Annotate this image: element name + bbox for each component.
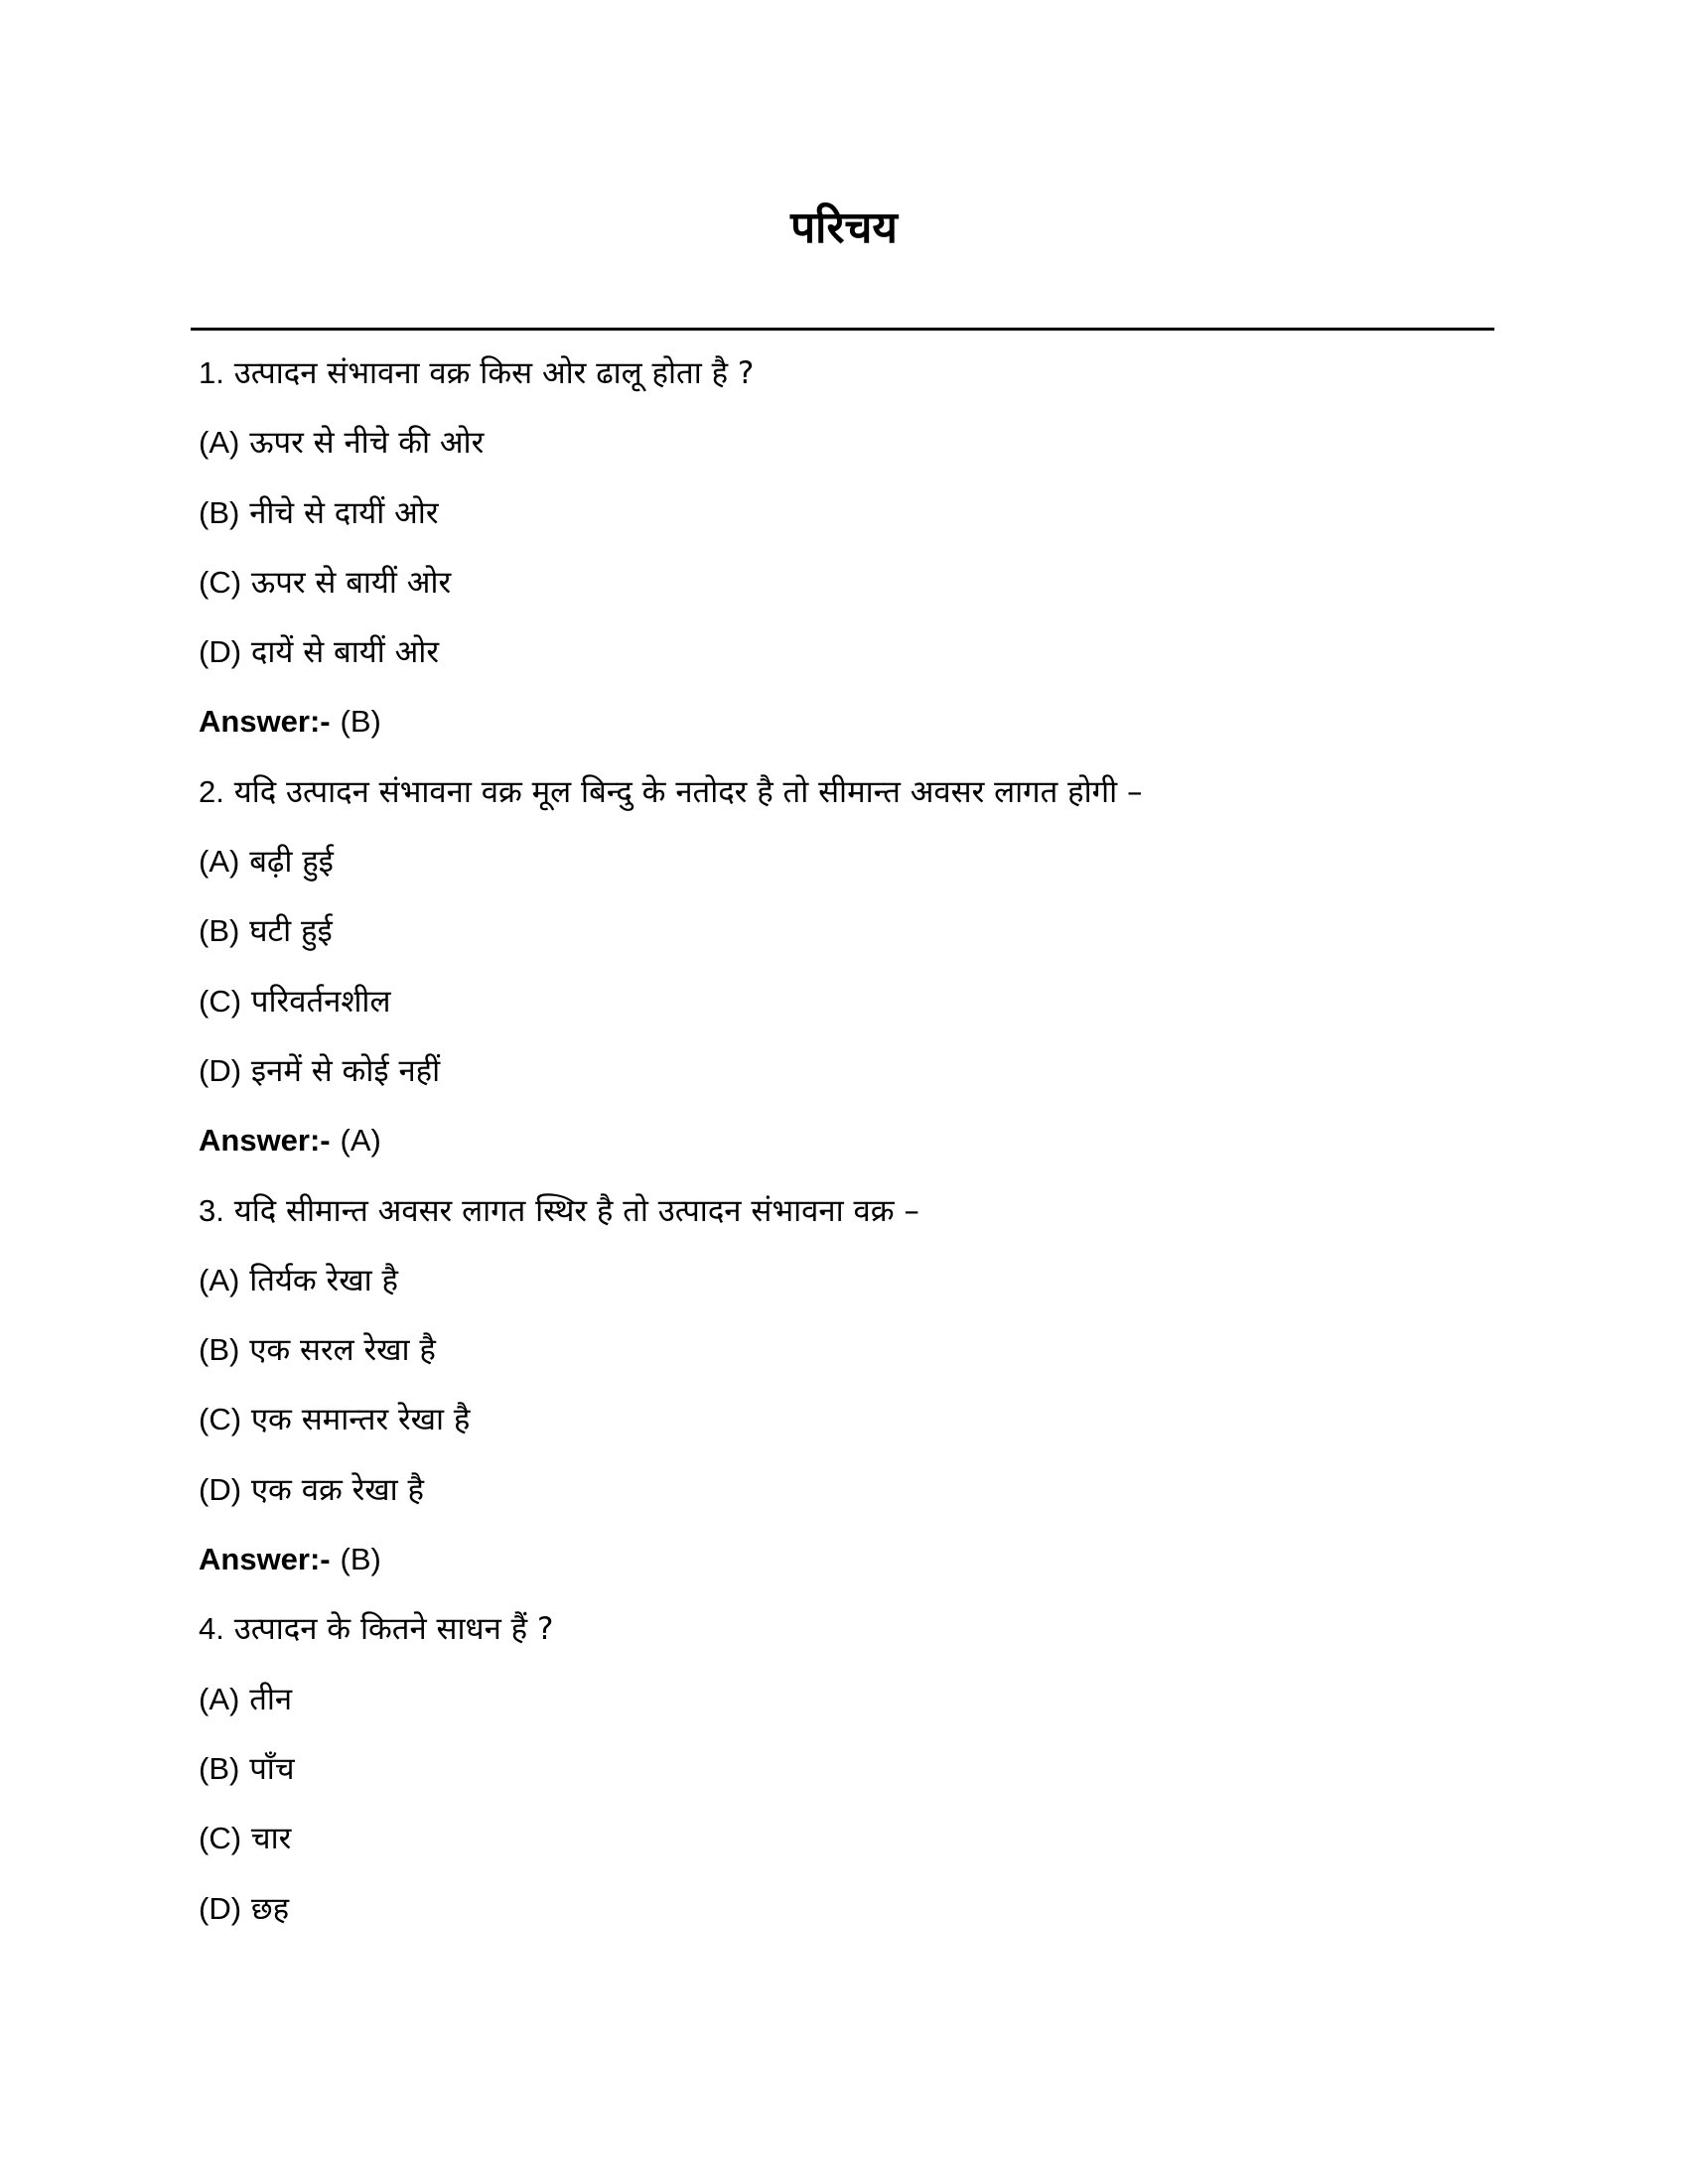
question-3 <box>199 1181 1489 1251</box>
answer-label: Answer:- <box>199 1542 331 1577</box>
option-label: (C) <box>199 1402 242 1437</box>
option-text: छह <box>250 1890 290 1927</box>
option-label: (D) <box>199 1890 242 1926</box>
option-c <box>199 972 1489 1041</box>
option-text: ऊपर से नीचे की ओर <box>249 425 485 462</box>
question-text: उत्पादन के कितने साधन हैं ? <box>233 1611 554 1648</box>
option-label: (A) <box>199 1262 240 1297</box>
answer-label: Answer:- <box>199 704 331 740</box>
question-text: उत्पादन संभावना वक्र किस ओर ढालू होता है ? <box>233 355 755 391</box>
option-text: इनमें से कोई नहीं <box>250 1052 441 1089</box>
option-label: (C) <box>199 564 242 600</box>
option-a <box>199 832 1489 901</box>
option-d <box>199 1879 1489 1949</box>
option-label: (C) <box>199 1821 242 1856</box>
option-b <box>199 1320 1489 1390</box>
option-text: एक वक्र रेखा है <box>250 1471 424 1508</box>
option-b <box>199 1739 1489 1809</box>
question-4 <box>199 1599 1489 1669</box>
answer-value: (B) <box>340 1542 381 1577</box>
option-text: चार <box>250 1821 292 1857</box>
option-text: एक समान्तर रेखा है <box>250 1402 471 1438</box>
option-label: (B) <box>199 913 240 949</box>
option-b <box>199 483 1489 553</box>
question-number: 1. <box>199 355 224 390</box>
option-d <box>199 622 1489 692</box>
option-text: ऊपर से बायीं ओर <box>250 564 452 601</box>
option-label: (B) <box>199 494 240 530</box>
option-label: (D) <box>199 1052 242 1088</box>
option-text: बढ़ी हुई <box>249 844 334 881</box>
option-text: दायें से बायीं ओर <box>250 634 440 671</box>
question-2 <box>199 762 1489 832</box>
option-text: घटी हुई <box>249 913 333 950</box>
option-text: नीचे से दायीं ओर <box>249 494 439 531</box>
option-label: (B) <box>199 1332 240 1368</box>
option-label: (A) <box>199 425 240 461</box>
option-label: (D) <box>199 634 242 670</box>
answer-value: (A) <box>340 1123 381 1159</box>
option-c <box>199 1390 1489 1459</box>
option-label: (A) <box>199 844 240 880</box>
option-text: परिवर्तनशील <box>250 983 391 1020</box>
option-c <box>199 1809 1489 1878</box>
answer-line <box>199 692 1489 761</box>
page-title: परिचय <box>790 203 898 253</box>
option-text: तीन <box>249 1681 293 1717</box>
question-text: यदि उत्पादन संभावना वक्र मूल बिन्दु के नतोदर है तो सीमान्त अवसर लागत होगी – <box>233 773 1143 810</box>
option-text: तिर्यक रेखा है <box>249 1262 398 1298</box>
option-label: (D) <box>199 1471 242 1507</box>
option-label: (C) <box>199 983 242 1019</box>
option-d <box>199 1460 1489 1530</box>
question-number: 2. <box>199 773 224 809</box>
title-divider <box>191 328 1494 331</box>
option-a <box>199 1251 1489 1320</box>
option-a <box>199 413 1489 482</box>
option-text: एक सरल रेखा है <box>249 1332 436 1369</box>
option-c <box>199 553 1489 622</box>
question-list <box>199 343 1489 1949</box>
question-text: यदि सीमान्त अवसर लागत स्थिर है तो उत्पादन संभावना वक्र – <box>233 1192 919 1229</box>
option-label: (B) <box>199 1750 240 1786</box>
question-number: 3. <box>199 1192 224 1228</box>
question-1 <box>199 343 1489 413</box>
answer-line <box>199 1530 1489 1599</box>
option-b <box>199 901 1489 971</box>
option-label: (A) <box>199 1681 240 1716</box>
answer-line <box>199 1111 1489 1180</box>
answer-value: (B) <box>340 704 381 740</box>
option-text: पाँच <box>249 1750 295 1787</box>
option-a <box>199 1670 1489 1739</box>
answer-label: Answer:- <box>199 1123 331 1159</box>
option-d <box>199 1041 1489 1111</box>
question-number: 4. <box>199 1611 224 1647</box>
